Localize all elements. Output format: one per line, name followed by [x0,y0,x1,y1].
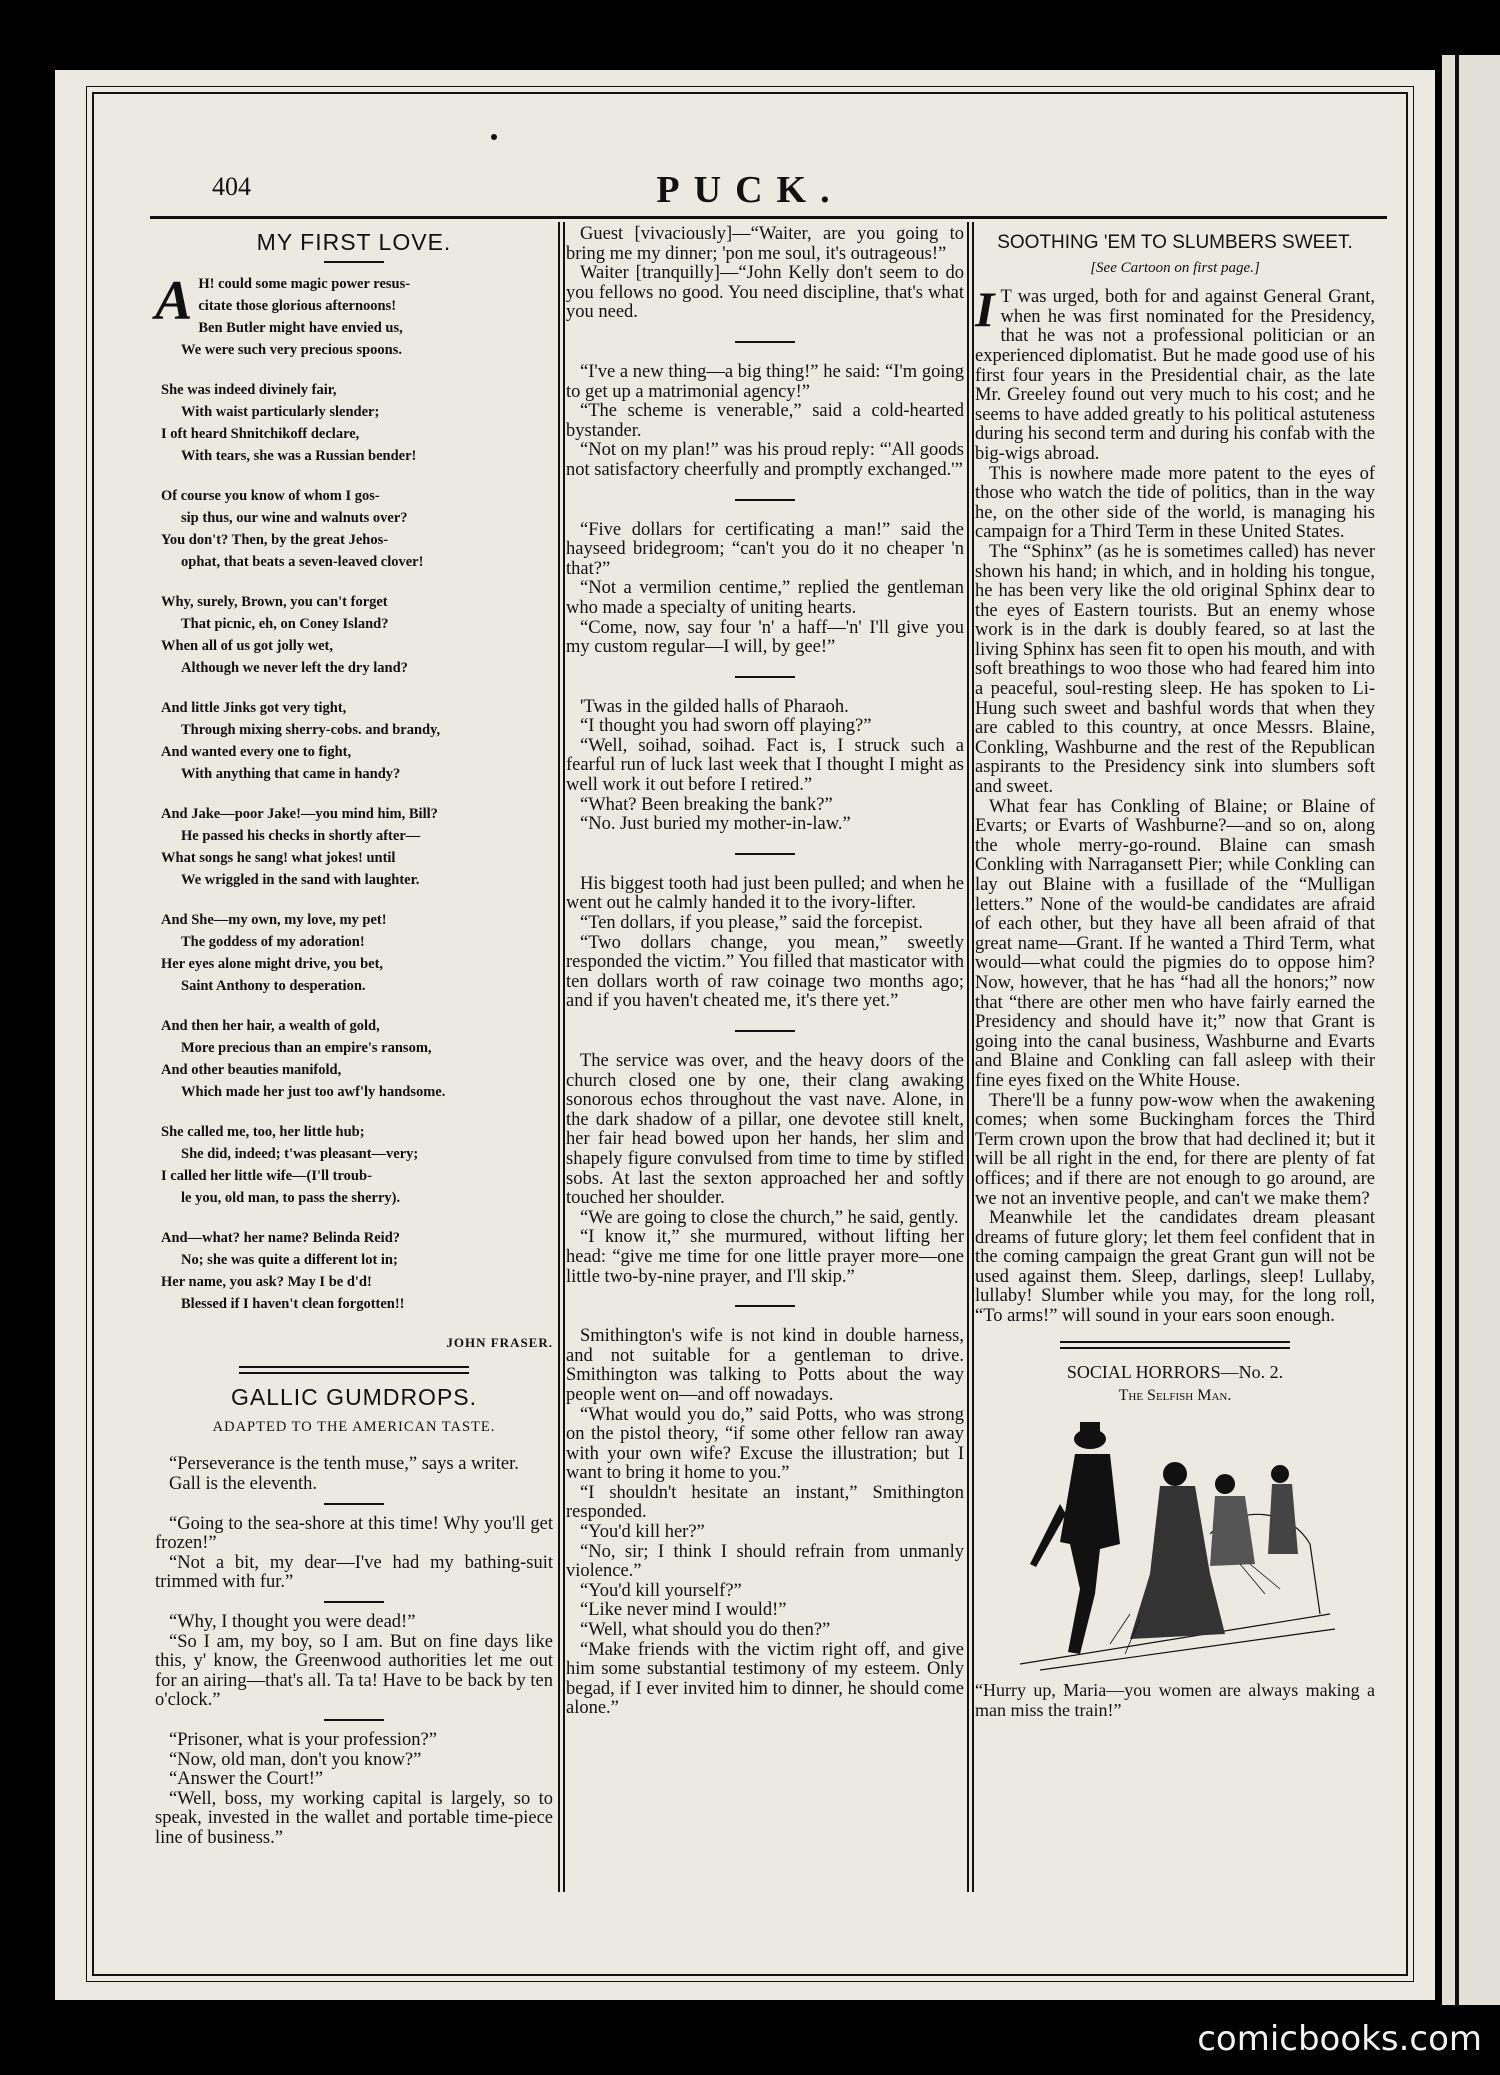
column-3 [975,225,1375,1720]
item-rule [735,853,795,855]
item-paragraph: “Not on my plan!” was his proud reply: “'All goods not satisfactory cheerfully and promptly exchanged.'” [566,440,964,480]
paragraph-text: This is nowhere made more patent to the eyes of those who watch the tide of politics, than in the way he, on the other side of the world, is managing his campaign for a Third Term in these United States. [975,463,1375,543]
gallic-paragraph: Gall is the eleventh. [169,1473,317,1494]
article-title: SOOTHING 'EM TO SLUMBERS SWEET. [997,232,1353,253]
poem-line: You don't? Then, by the great Jehos- [161,531,389,548]
poem-line: Saint Anthony to desperation. [181,977,366,994]
page-number: 404 [212,172,251,201]
stanza [155,803,553,891]
stanza [155,379,553,467]
item-paragraph: “I shouldn't hesitate an instant,” Smithington responded. [566,1482,964,1523]
item-rule [735,1030,795,1032]
ink-speck [491,134,497,140]
item-rule [324,1601,384,1603]
stanza [155,909,553,997]
poem-line: She was indeed divinely fair, [161,381,337,398]
item-paragraph: “Not a vermilion centime,” replied the gentleman who made a specialty of uniting hearts. [566,578,964,618]
item-paragraph: “Ten dollars, if you please,” said the forcepist. [580,913,923,934]
item-paragraph: “Well, soihad, soihad. Fact is, I struck such a fearful run of luck last week that I thought I might as well work it out before I retired.” [566,735,964,796]
item-paragraph: Guest [vivaciously]—“Waiter, are you going to bring me my dinner; 'pon me soul, it's outrageous!” [566,224,964,264]
poem-line: And Jake—poor Jake!—you mind him, Bill? [161,805,438,822]
stanza [155,1015,553,1103]
item-paragraph: “Five dollars for certificating a man!” said the hayseed bridegroom; “can't you do it no cheaper 'n that?” [566,519,964,579]
item-paragraph: “Two dollars change, you mean,” sweetly responded the victim.” You filled that masticator with ten dollars worth of raw coinage two months ago; and if you haven't cheated me, it's there yet.” [566,932,964,1012]
item-paragraph: “What? Been breaking the bank?” [580,794,833,815]
poem-line: No; she was quite a different lot in; [181,1251,398,1268]
gallic-paragraph: “Well, boss, my working capital is largely, so to speak, invested in the wallet and portable time-piece line of business.” [155,1788,553,1848]
poem-line: Her name, you ask? May I be d'd! [161,1273,372,1290]
poem-line: Blessed if I haven't clean forgotten!! [181,1295,405,1312]
column-rule [967,222,969,1892]
stanza [155,591,553,679]
poem-line: He passed his checks in shortly after— [181,827,421,844]
poem-line: ophat, that beats a seven-leaved clover! [181,553,424,570]
poem-line: That picnic, eh, on Coney Island? [181,615,389,632]
column-rule [972,222,974,1892]
illustration-caption: “Hurry up, Maria—you women are always making a man miss the train!” [975,1679,1375,1720]
section-divider [239,1366,469,1374]
poem-line: The goddess of my adoration! [181,933,365,950]
poem-line: We wriggled in the sand with laughter. [181,871,420,888]
gallic-paragraph: “Going to the sea-shore at this time! Why you'll get frozen!” [155,1513,553,1554]
paragraph-text: T was urged, both for and against General Grant, when he was first nominated for the Presidency, that he was not a professional politician or an experienced diplomatist. But he made good use of his first four years in the Presidential chair, as the late Mr. Greeley found out very much to his cost; and he seems to have added greatly to his political astuteness during his second term and during his confab with the big-wigs abroad. [975,287,1375,464]
poem-line: And other beauties manifold, [161,1061,342,1078]
gutter-line [1455,55,1459,2005]
poem-line: And—what? her name? Belinda Reid? [161,1229,401,1246]
poem-line: We were such very precious spoons. [181,341,402,358]
item-paragraph: “No, sir; I think I should refrain from unmanly violence.” [566,1541,964,1582]
facing-page-edge [1442,55,1500,2005]
article-body [975,281,1375,1327]
poem-line: She did, indeed; t'was pleasant—very; [181,1145,419,1162]
item-rule [324,1719,384,1721]
header-rule [150,216,1387,219]
poem [155,269,553,1315]
gallic-paragraph: “Answer the Court!” [169,1769,324,1790]
item-paragraph: “You'd kill yourself?” [580,1580,742,1601]
poem-line: And wanted every one to fight, [161,743,352,760]
item-paragraph: “I've a new thing—a big thing!” he said: “I'm going to get up a matrimonial agency!” [566,361,964,402]
poem-line: With waist particularly slender; [181,403,380,420]
column-rule [558,222,560,1892]
poem-line: le you, old man, to pass the sherry). [181,1189,401,1206]
poem-line: citate those glorious afternoons! [198,297,397,314]
article-paragraph [975,281,1375,464]
gallic-paragraph: “Perseverance is the tenth muse,” says a writer. [169,1454,519,1475]
item-rule [735,341,795,343]
poem-line: With anything that came in handy? [181,765,401,782]
poem-line: And She—my own, my love, my pet! [161,911,387,928]
poem-line: More precious than an empire's ransom, [181,1039,432,1056]
item-paragraph: “I know it,” she murmured, without lifting her head: “give me time for one little prayer more—one little two-by-nine prayer, and I'll skip.” [566,1227,964,1287]
stanza [155,269,553,361]
column-1 [155,225,553,1848]
cartoon-note: [See Cartoon on first page.] [1090,259,1260,276]
gallic-paragraph: “Prisoner, what is your profession?” [169,1729,437,1750]
poem-line: Of course you know of whom I gos- [161,487,380,504]
poem-line: And then her hair, a wealth of gold, [161,1017,380,1034]
poem-line: She called me, too, her little hub; [161,1123,365,1140]
illustration-subtitle: The Selfish Man. [1118,1387,1232,1405]
poem-line: What songs he sang! what jokes! until [161,849,396,866]
poem-line: Why, surely, Brown, you can't forget [161,593,388,610]
stanza [155,697,553,785]
item-paragraph: “You'd kill her?” [580,1522,705,1543]
item-paragraph: “I thought you had sworn off playing?” [580,716,872,737]
item-rule [735,676,795,678]
gallic-paragraph: “Not a bit, my dear—I've had my bathing-suit trimmed with fur.” [155,1552,553,1593]
item-rule [735,499,795,501]
stanza [155,1227,553,1315]
item-paragraph: 'Twas in the gilded halls of Pharaoh. [580,696,849,717]
masthead: PUCK. [656,169,844,211]
stanza [155,485,553,573]
poem-line: Through mixing sherry-cobs. and brandy, [181,721,441,738]
item-paragraph: “Come, now, say four 'n' a haff—'n' I'll give you my custom regular—I will, by gee!” [566,617,964,658]
poem-line: When all of us got jolly wet, [161,637,333,654]
item-paragraph: “Like never mind I would!” [580,1600,787,1621]
item-paragraph: “No. Just buried my mother-in-law.” [580,814,851,835]
item-paragraph: “Well, what should you do then?” [580,1620,831,1641]
gallic-paragraph: “Why, I thought you were dead!” [169,1611,416,1632]
item-paragraph: Waiter [tranquilly]—“John Kelly don't seem to do you fellows no good. You need discipline, that's what you need. [566,263,964,323]
column-rule [563,222,565,1892]
gallic-paragraph: “So I am, my boy, so I am. But on fine days like this, y' know, the Greenwood authorities let me out for an airing—that's all. Ta ta! Have to be back by ten o'clock.” [155,1631,553,1711]
paragraph-text: The “Sphinx” (as he is sometimes called) has never shown his hand; in which, and in holding his tongue, he has been very like the old original Sphinx dear to the eyes of Eastern tourists. But an enemy whose work is in the dark is doubly feared, so at last the living Sphinx has seen fit to open his mouth, and with soft breathings to woo those who had feared him into a peaceful, soul-resting sleep. He has spoken to Li-Hung such sweet and bashful words that when they are cabled to this country, at once Messrs. Blaine, Conkling, Washburne and the rest of the Republican aspirants to the Presidency sink into slumbers soft and sweet. [975,541,1375,798]
poem-line: With tears, she was a Russian bender! [181,447,417,464]
poem-line: Which made her just too awf'ly handsome. [181,1083,446,1100]
item-paragraph: “Make friends with the victim right off, and give him some substantial testimony of my esteem. Only begad, if I ever invited him to dinner, he should come alone.” [566,1639,964,1719]
article-paragraph [975,465,1375,543]
article-paragraph [975,1092,1375,1210]
item-rule [324,1503,384,1505]
poem-signature: JOHN FRASER. [446,1334,553,1350]
poem-title: MY FIRST LOVE. [256,229,452,255]
paragraph-text: There'll be a funny pow-wow when the awakening comes; when some Buckingham forces the Third Term crown upon the brow that had declined it; but it will be all right in the end, for there are plenty of fat offices; and if there are not enough to go around, are we not an inventive people, and can't we make them? [975,1090,1375,1209]
poem-line: And little Jinks got very tight, [161,699,347,716]
article-paragraph [975,1209,1375,1327]
poem-line: I called her little wife—(I'll troub- [161,1167,372,1184]
selfish-man-illustration [1010,1414,1340,1674]
section-divider [1060,1341,1290,1349]
item-paragraph: “We are going to close the church,” he said, gently. [580,1207,959,1228]
item-rule [735,1305,795,1307]
poem-line: sip thus, our wine and walnuts over? [181,509,408,526]
item-paragraph: The service was over, and the heavy doors of the church closed one by one, their clang awaking sonorous echos throughout the vast nave. Alone, in the dark shadow of a pillar, one devotee still knelt, her fair head bowed upon her hands, her slim and shapely figure convulsed from time to time by stifled sobs. At last the sexton approached her and softly touched her shoulder. [566,1051,964,1209]
paragraph-text: Meanwhile let the candidates dream pleasant dreams of future glory; let them feel confident that in the coming campaign the great Grant gun will not be used against them. Sleep, darlings, sleep! Lullaby, lullaby! Slumber while you may, for the long roll, “To arms!” will sound in your ears soon enough. [975,1208,1375,1327]
poem-line: Although we never left the dry land? [181,659,408,676]
gallic-subtitle: ADAPTED TO THE AMERICAN TASTE. [212,1418,496,1435]
title-rule [324,261,384,263]
gallic-title: GALLIC GUMDROPS. [230,1384,478,1411]
item-paragraph: Smithington's wife is not kind in double harness, and not suitable for a gentleman to drive. Smithington was talking to Potts about the way people went on—and off nowadays. [566,1326,964,1405]
item-paragraph: “The scheme is venerable,” said a cold-hearted bystander. [566,401,964,441]
item-paragraph: “What would you do,” said Potts, who was strong on the pistol theory, “if some other fellow ran away with your own wife? Excuse the illustration; but I want to bring it home to you.” [566,1404,964,1484]
column-2 [566,225,964,1719]
item-paragraph: His biggest tooth had just been pulled; and when he went out he calmly handed it to the ivory-lifter. [566,873,964,914]
article-paragraph [975,798,1375,1092]
paragraph-text: What fear has Conkling of Blaine; or Blaine of Evarts; or Evarts of Washburne?—and so on, along the whole merry-go-round. Blaine can smash Conkling with Narragansett Pier; while Conkling can lay out Blaine with a fusillade of the “Mulligan letters.” None of the would-be candidates are afraid of each other, but they have all been afraid of that great name—Grant. If he wanted a Third Term, what would—what could the pigmies do to oppose him? Now, however, that he has “had all the honors;” now that “there are other men who have fairly earned the Presidency and should have it;” now that Grant is going into the canal business, Washburne and Evarts and Blaine and Conkling can fall asleep with their fine eyes fixed on the White House. [975,796,1375,1091]
poem-line: Ben Butler might have envied us, [198,319,403,336]
gallic-items [155,1455,553,1848]
illustration-title: SOCIAL HORRORS—No. 2. [1066,1361,1284,1382]
watermark: comicbooks.com [1197,2019,1482,2059]
stanza [155,1121,553,1209]
drop-cap: I [975,281,995,338]
gallic-paragraph: “Now, old man, don't you know?” [169,1749,422,1770]
poem-line: H! could some magic power resus- [198,275,411,292]
poem-line: Her eyes alone might drive, you bet, [161,955,384,972]
drop-cap: A [155,269,193,332]
article-paragraph [975,543,1375,798]
poem-line: I oft heard Shnitchikoff declare, [161,425,360,442]
